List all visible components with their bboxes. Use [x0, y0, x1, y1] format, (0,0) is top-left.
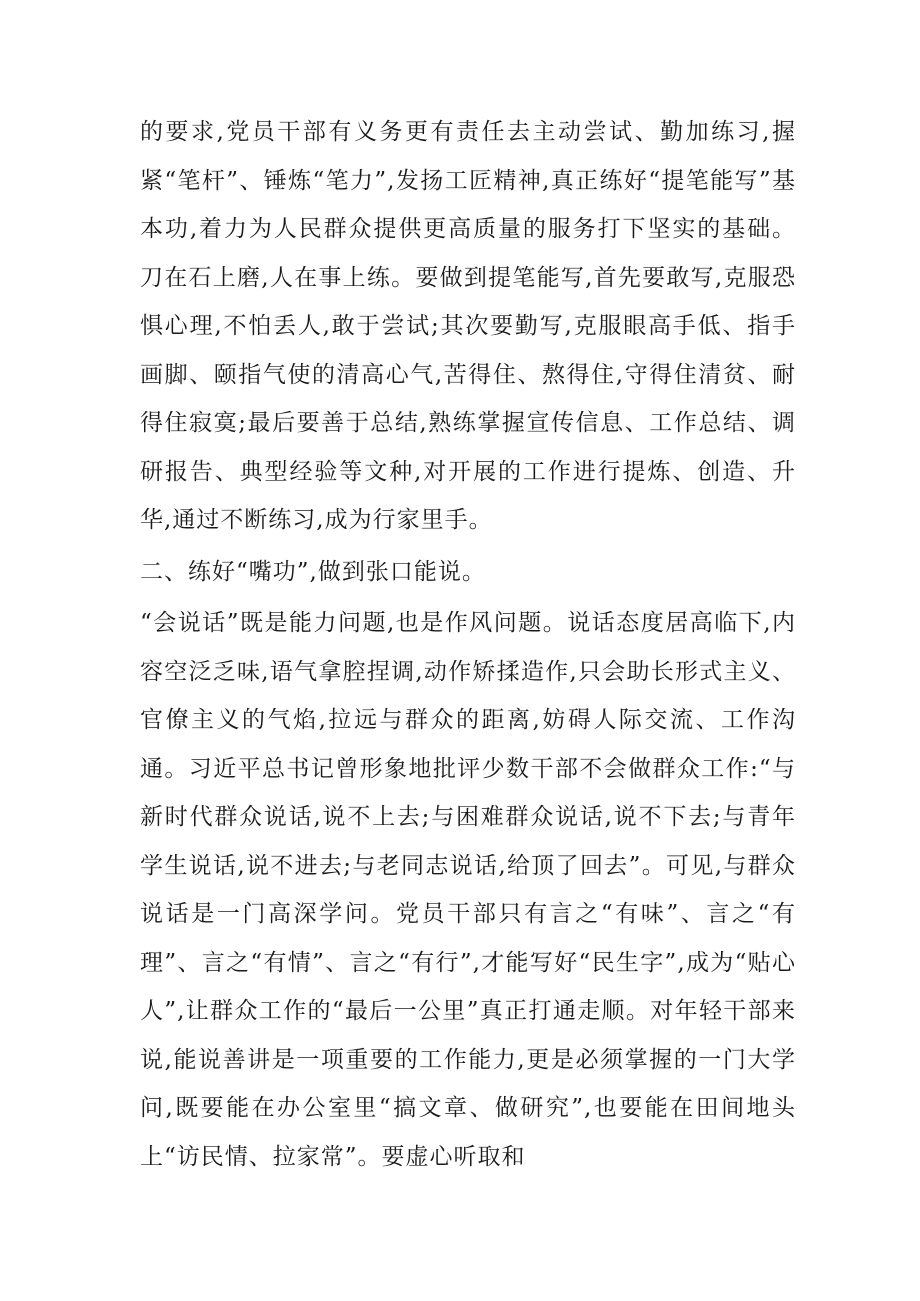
document-page [140, 108, 796, 1181]
body-paragraph-2: “会说话”既是能力问题,也是作风问题。说话态度居高临下,内容空泛乏味,语气拿腔捏调,动作矫揉造作,只会助长形式主义、官僚主义的气焰,拉远与群众的距离,妨碍人际交流、工作沟通。习近平总书记曾形象地批评少数干部不会做群众工作:“与新时代群众说话,说不上去;与困难群众说话,说不下去;与青年学生说话,说不进去;与老同志说话,给顶了回去”。可见,与群众说话是一门高深学问。党员干部只有言之“有味”、言之“有理”、言之“有情”、言之“有行”,才能写好“民生字”,成为“贴心人”,让群众工作的“最后一公里”真正打通走顺。对年轻干部来说,能说善讲是一项重要的工作能力,更是必须掌握的一门大学问,既要能在办公室里“搞文章、做研究”,也要能在田间地头上“访民情、拉家常”。要虚心听取和 [140, 610, 796, 1170]
body-paragraph-1: 的要求,党员干部有义务更有责任去主动尝试、勤加练习,握紧“笔杆”、锤炼“笔力”,发扬工匠精神,真正练好“提笔能写”基本功,着力为人民群众提供更高质量的服务打下坚实的基础。刀在石上磨,人在事上练。要做到提笔能写,首先要敢写,克服恐惧心理,不怕丢人,敢于尝试;其次要勤写,克服眼高手低、指手画脚、颐指气使的清高心气,苦得住、熬得住,守得住清贫、耐得住寂寞;最后要善于总结,熟练掌握宣传信息、工作总结、调研报告、典型经验等文种,对开展的工作进行提炼、创造、升华,通过不断练习,成为行家里手。 [140, 119, 796, 533]
section-heading: 二、练好“嘴功”,做到张口能说。 [140, 558, 486, 585]
